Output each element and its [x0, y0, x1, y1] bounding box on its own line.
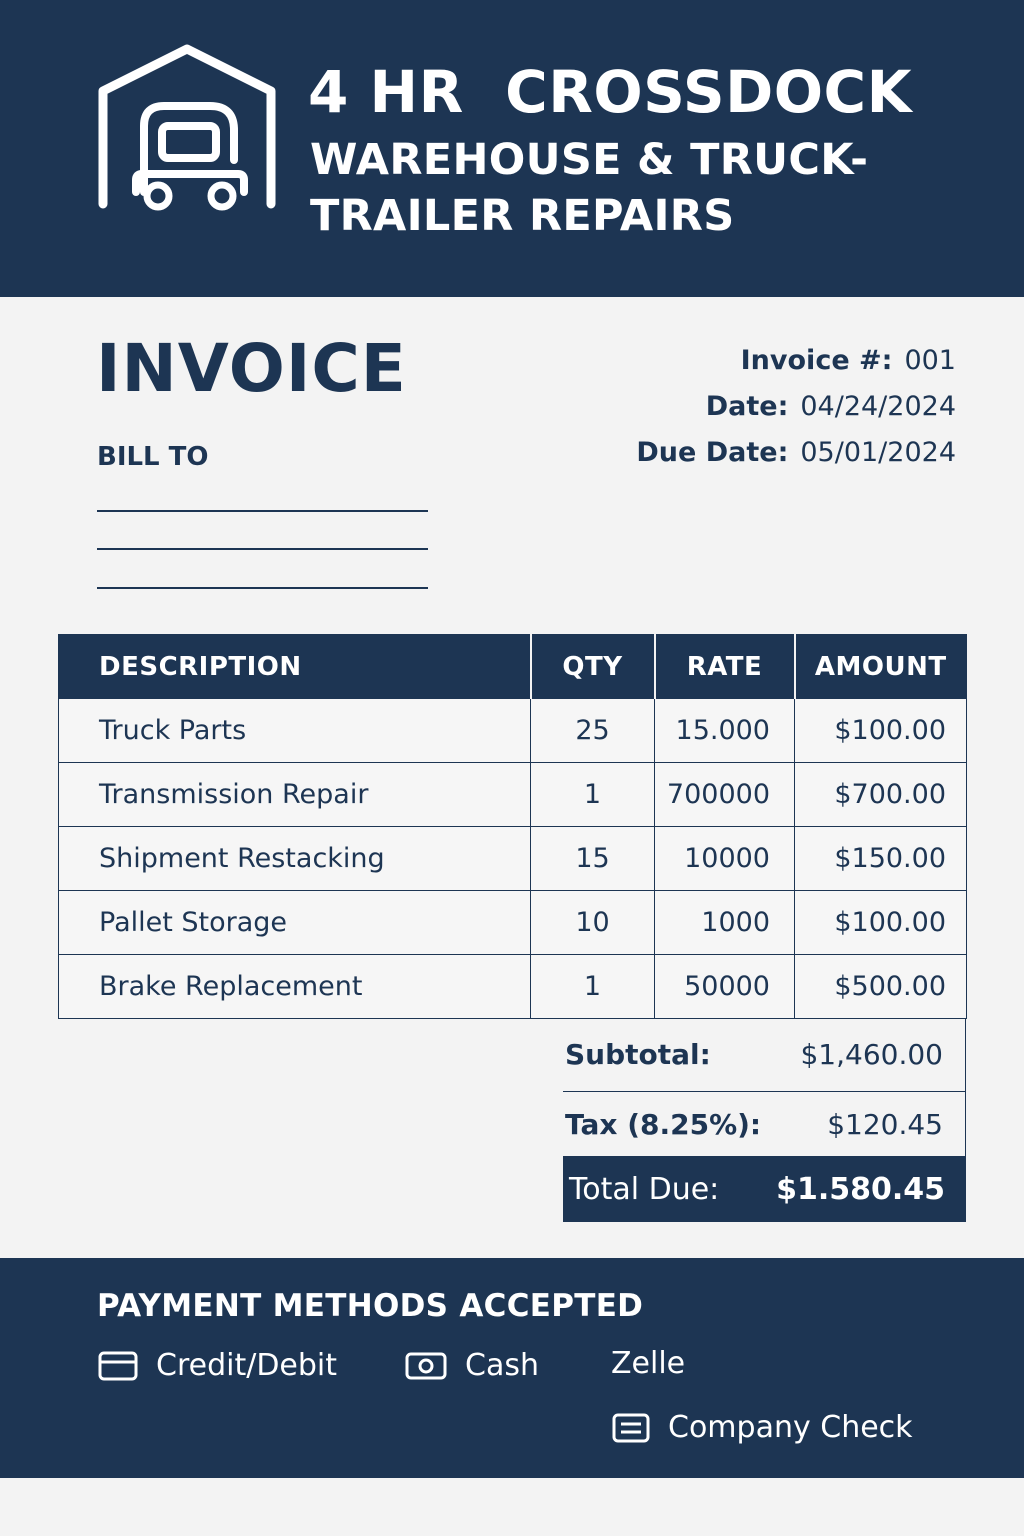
totals-block: [563, 1018, 966, 1222]
warehouse-truck-icon: [96, 42, 278, 214]
tax-label: Tax (8.25%):: [565, 1107, 762, 1141]
subtotal-row: [563, 1018, 966, 1092]
header-banner: [0, 0, 1024, 297]
payment-credit-debit: [98, 1348, 337, 1383]
total-due-value: $1.580.45: [776, 1171, 945, 1207]
header-rate: RATE: [655, 635, 795, 699]
payment-cash: [405, 1348, 539, 1383]
payment-company-check: [612, 1410, 913, 1445]
bill-to-label: BILL TO: [97, 442, 209, 472]
payment-footer: [0, 1258, 1024, 1478]
credit-card-icon: [98, 1351, 138, 1381]
invoice-date-label: Date:: [705, 391, 789, 422]
payment-zelle-label: Zelle: [611, 1346, 686, 1381]
bill-to-line-2[interactable]: [97, 548, 428, 550]
total-due-row: [563, 1156, 966, 1222]
check-icon: [612, 1413, 650, 1443]
row-qty: 10: [531, 891, 655, 955]
bill-to-line-3[interactable]: [97, 587, 428, 589]
row-qty: 15: [531, 827, 655, 891]
invoice-title: INVOICE: [96, 330, 407, 407]
invoice-number-value: 001: [904, 345, 956, 376]
row-rate: 50000: [655, 955, 795, 1019]
table-header-row: [59, 635, 967, 699]
row-rate: 15.000: [655, 699, 795, 763]
invoice-date-value: 04/24/2024: [800, 391, 956, 422]
row-description: Truck Parts: [59, 699, 531, 763]
table-row: [59, 955, 967, 1019]
due-date-row: [536, 437, 956, 483]
table-row: [59, 891, 967, 955]
row-qty: 1: [531, 763, 655, 827]
due-date-label: Due Date:: [636, 437, 789, 468]
line-items-table: [58, 634, 967, 1019]
invoice-number-label: Invoice #:: [740, 345, 893, 376]
row-description: Transmission Repair: [59, 763, 531, 827]
payment-credit-debit-label: Credit/Debit: [156, 1348, 338, 1383]
row-qty: 1: [531, 955, 655, 1019]
row-amount: $100.00: [795, 699, 967, 763]
invoice-meta: [536, 345, 956, 483]
table-row: [59, 827, 967, 891]
payment-zelle: [611, 1346, 685, 1381]
row-rate: 1000: [655, 891, 795, 955]
row-rate: 10000: [655, 827, 795, 891]
company-subtitle: WAREHOUSE & TRUCK-TRAILER REPAIRS: [310, 135, 869, 241]
row-amount: $150.00: [795, 827, 967, 891]
row-amount: $100.00: [795, 891, 967, 955]
invoice-date-row: [536, 391, 956, 437]
table-row: [59, 763, 967, 827]
row-description: Pallet Storage: [59, 891, 531, 955]
header-amount: AMOUNT: [795, 635, 967, 699]
row-description: Brake Replacement: [59, 955, 531, 1019]
header-qty: QTY: [531, 635, 655, 699]
total-due-label: Total Due:: [569, 1171, 720, 1207]
tax-row: [563, 1092, 966, 1156]
row-amount: $700.00: [795, 763, 967, 827]
header-description: DESCRIPTION: [59, 635, 531, 699]
due-date-value: 05/01/2024: [800, 437, 956, 468]
subtotal-value: $1,460.00: [800, 1038, 943, 1071]
subtotal-label: Subtotal:: [565, 1038, 711, 1071]
company-name: 4 HR CROSSDOCK: [308, 58, 913, 126]
row-qty: 25: [531, 699, 655, 763]
payment-company-check-label: Company Check: [668, 1410, 913, 1445]
table-row: [59, 699, 967, 763]
cash-icon: [405, 1352, 447, 1380]
invoice-number-row: [536, 345, 956, 391]
payment-cash-label: Cash: [465, 1348, 539, 1383]
payment-methods-title: PAYMENT METHODS ACCEPTED: [97, 1288, 644, 1324]
row-amount: $500.00: [795, 955, 967, 1019]
row-description: Shipment Restacking: [59, 827, 531, 891]
tax-value: $120.45: [827, 1107, 943, 1141]
row-rate: 700000: [655, 763, 795, 827]
bill-to-line-1[interactable]: [97, 510, 428, 512]
